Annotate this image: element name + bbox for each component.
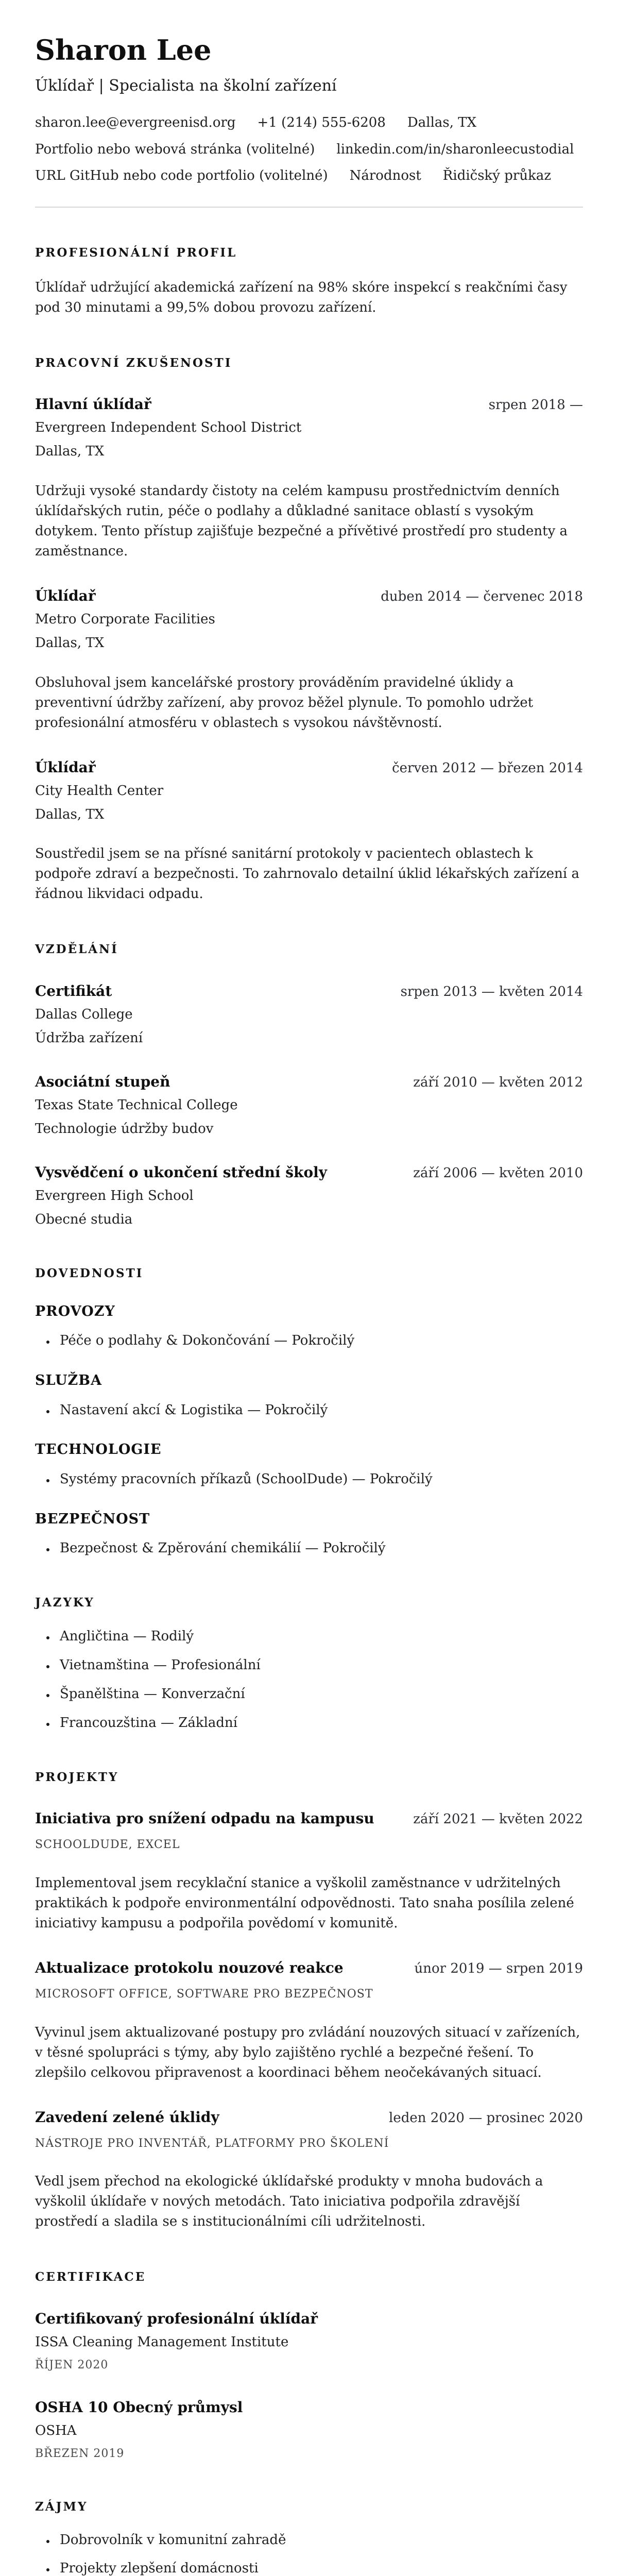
interest-item: • Dobrovolník v komunitní zahradě (56, 2532, 583, 2549)
project-description: Vyvinul jsem aktualizované postupy pro zvládání nouzových situací v zařízeních, v těsné spolupráci s týmy, aby bylo zajištěno rychlé a bezpečné řešení. To zlepšilo celkovou připravenost a koordinaci během neočekávaných situací. (35, 2024, 580, 2080)
skill-item: • Péče o podlahy & Dokončování — Pokročilý (56, 1332, 583, 1350)
certification-entry (35, 2399, 583, 2462)
field-of-study: Údržba zařízení (35, 1030, 143, 1046)
skills-list (35, 1402, 583, 1419)
project-description: Vedl jsem přechod na ekologické úklídařské produkty v mnoha budovách a vyškolil úklídaře v nových metodách. Tato iniciativa podpořila zdravější prostředí a sladila se s institucionálními cíli udržitelnosti. (35, 2174, 543, 2230)
skills-list (35, 1471, 583, 1488)
contact-license-label: Řidičský průkaz (442, 167, 552, 183)
section-heading-skills: DOVEDNOSTI (35, 1266, 144, 1281)
section-heading-profile: PROFESIONÁLNÍ PROFIL (35, 245, 237, 260)
job-header (35, 396, 583, 413)
certification-date: BŘEZEN 2019 (35, 2447, 125, 2461)
education-dates: září 2006 — květen 2010 (413, 1165, 583, 1181)
contact-row-1 (35, 115, 583, 131)
skills-list (35, 1332, 583, 1350)
project-dates: únor 2019 — srpen 2019 (414, 1960, 583, 1976)
certification-date: ŘÍJEN 2020 (35, 2359, 109, 2372)
job-dates: srpen 2018 — (488, 397, 583, 413)
skills-category: SLUŽBA (35, 1372, 102, 1389)
certification-org: OSHA (35, 2422, 77, 2438)
job-entry (35, 396, 583, 562)
section-heading-languages: JAZYKY (35, 1595, 95, 1609)
contact-phone: +1 (214) 555-6208 (257, 115, 386, 131)
contact-portfolio-label: Portfolio nebo webová stránka (volitelné) (35, 141, 315, 157)
job-dates: červen 2012 — březen 2014 (392, 760, 583, 776)
project-description: Implementoval jsem recyklační stanice a vyškolil zaměstnance v udržitelných praktikách k podpoře environmentální odpovědnosti. Tato snaha posílila zelené iniciativy kampusu a podpořila povědomí v komunitě. (35, 1875, 574, 1931)
field-of-study: Obecné studia (35, 1211, 133, 1227)
skills-category: BEZPEČNOST (35, 1511, 150, 1527)
education-entry (35, 1073, 583, 1138)
skill-item: • Nastavení akcí & Logistika — Pokročilý (56, 1402, 583, 1419)
job-location: Dallas, TX (35, 806, 105, 822)
education-entry (35, 1164, 583, 1229)
job-description: Soustředil jsem se na přísné sanitární protokoly v pacientech oblastech k podpoře zdraví a bezpečnosti. To zahrnovalo detailní úklid lékařských zařízení a řádnou likvidaci odpadu. (35, 846, 579, 902)
job-location: Dallas, TX (35, 444, 105, 460)
project-entry (35, 1810, 583, 1934)
section-heading-interests: ZÁJMY (35, 2500, 88, 2514)
contact-row-2 (35, 142, 583, 158)
job-company: City Health Center (35, 783, 164, 799)
project-dates: září 2021 — květen 2022 (413, 1811, 583, 1827)
interests-list (35, 2532, 583, 2576)
job-header (35, 759, 583, 776)
school-name: Dallas College (35, 1007, 133, 1023)
degree-title: Vysvědčení o ukončení střední školy (35, 1163, 328, 1181)
education-dates: srpen 2013 — květen 2014 (400, 984, 583, 1000)
contact-email: sharon.lee@evergreenisd.org (35, 115, 236, 131)
language-item: • Angličtina — Rodilý (56, 1628, 583, 1646)
field-of-study: Technologie údržby budov (35, 1121, 214, 1137)
skill-item: • Bezpečnost & Zpěrování chemikálií — Pokročilý (56, 1540, 583, 1557)
job-company: Metro Corporate Facilities (35, 612, 215, 628)
language-item: • Francouzština — Základní (56, 1715, 583, 1732)
languages-list (35, 1628, 583, 1732)
section-heading-certifications: CERTIFIKACE (35, 2270, 146, 2284)
project-tags: MICROSOFT OFFICE, SOFTWARE PRO BEZPEČNOST (35, 1988, 373, 2001)
skill-item: • Systémy pracovních příkazů (SchoolDude) — Pokročilý (56, 1471, 583, 1488)
job-title: Úklídař (35, 758, 96, 776)
project-entry (35, 1959, 583, 2083)
education-header (35, 1073, 583, 1091)
education-dates: září 2010 — květen 2012 (413, 1074, 583, 1090)
job-entry (35, 587, 583, 733)
contact-nationality-label: Národnost (349, 167, 421, 183)
profile-summary: Úklídař udržující akademická zařízení na 98% skóre inspekcí s reakčními časy pod 30 minutami a 99,5% dobou provozu zařízení. (35, 279, 568, 315)
project-title: Zavedení zelené úklidy (35, 2108, 219, 2126)
section-heading-experience: PRACOVNÍ ZKUŠENOSTI (35, 355, 232, 370)
certification-title: Certifikovaný profesionální úklídař (35, 2310, 318, 2328)
job-description: Udržuji vysoké standardy čistoty na celém kampusu prostřednictvím denních úklídařských rutin, péče o podlahy a důkladné sanitace oblastí s vysokým dotykem. Tento přístup zajišťuje bezpečné a přívětivé prostředí pro studenty a zaměstnance. (35, 483, 568, 559)
job-description: Obsluhoval jsem kancelářské prostory prováděním pravidelné úklidy a preventivní údržby zařízení, aby provoz běžel plynule. To pomohlo udržet profesionální atmosféru v oblastech s vysokou návštěvností. (35, 674, 534, 731)
contact-linkedin: linkedin.com/in/sharonleecustodial (336, 141, 574, 157)
certification-entry (35, 2310, 583, 2373)
project-header (35, 2109, 583, 2126)
school-name: Texas State Technical College (35, 1097, 238, 1113)
job-dates: duben 2014 — červenec 2018 (381, 588, 583, 604)
education-entry (35, 982, 583, 1047)
job-entry (35, 759, 583, 905)
section-heading-projects: PROJEKTY (35, 1770, 119, 1784)
interest-item: • Projekty zlepšení domácnosti (56, 2560, 583, 2576)
project-tags: SCHOOLDUDE, EXCEL (35, 1838, 180, 1852)
skills-category: PROVOZY (35, 1303, 115, 1320)
degree-title: Asociátní stupeň (35, 1073, 170, 1090)
project-title: Iniciativa pro snížení odpadu na kampusu (35, 1810, 374, 1827)
candidate-title: Úklídař | Specialista na školní zařízení (35, 77, 337, 95)
skills-list (35, 1540, 583, 1557)
job-location: Dallas, TX (35, 635, 105, 651)
contact-github-label: URL GitHub nebo code portfolio (volitelné) (35, 167, 328, 183)
project-entry (35, 2109, 583, 2232)
education-header (35, 1164, 583, 1181)
job-header (35, 587, 583, 605)
school-name: Evergreen High School (35, 1188, 194, 1204)
section-heading-education: VZDĚLÁNÍ (35, 942, 118, 957)
project-title: Aktualizace protokolu nouzové reakce (35, 1959, 344, 1976)
certification-title: OSHA 10 Obecný průmysl (35, 2399, 243, 2416)
language-item: • Vietnamština — Profesionální (56, 1657, 583, 1674)
project-header (35, 1810, 583, 1827)
language-item: • Španělština — Konverzační (56, 1686, 583, 1703)
certification-org: ISSA Cleaning Management Institute (35, 2334, 289, 2350)
contact-row-3 (35, 168, 583, 184)
job-title: Úklídař (35, 587, 96, 604)
job-title: Hlavní úklídař (35, 396, 151, 413)
education-header (35, 982, 583, 1000)
project-header (35, 1959, 583, 1977)
project-dates: leden 2020 — prosinec 2020 (389, 2110, 583, 2126)
project-tags: NÁSTROJE PRO INVENTÁŘ, PLATFORMY PRO ŠKOLENÍ (35, 2137, 389, 2150)
degree-title: Certifikát (35, 982, 112, 1000)
candidate-name: Sharon Lee (35, 33, 212, 66)
job-company: Evergreen Independent School District (35, 420, 302, 436)
header-divider (35, 207, 583, 208)
contact-location: Dallas, TX (407, 115, 477, 131)
skills-category: TECHNOLOGIE (35, 1442, 162, 1458)
